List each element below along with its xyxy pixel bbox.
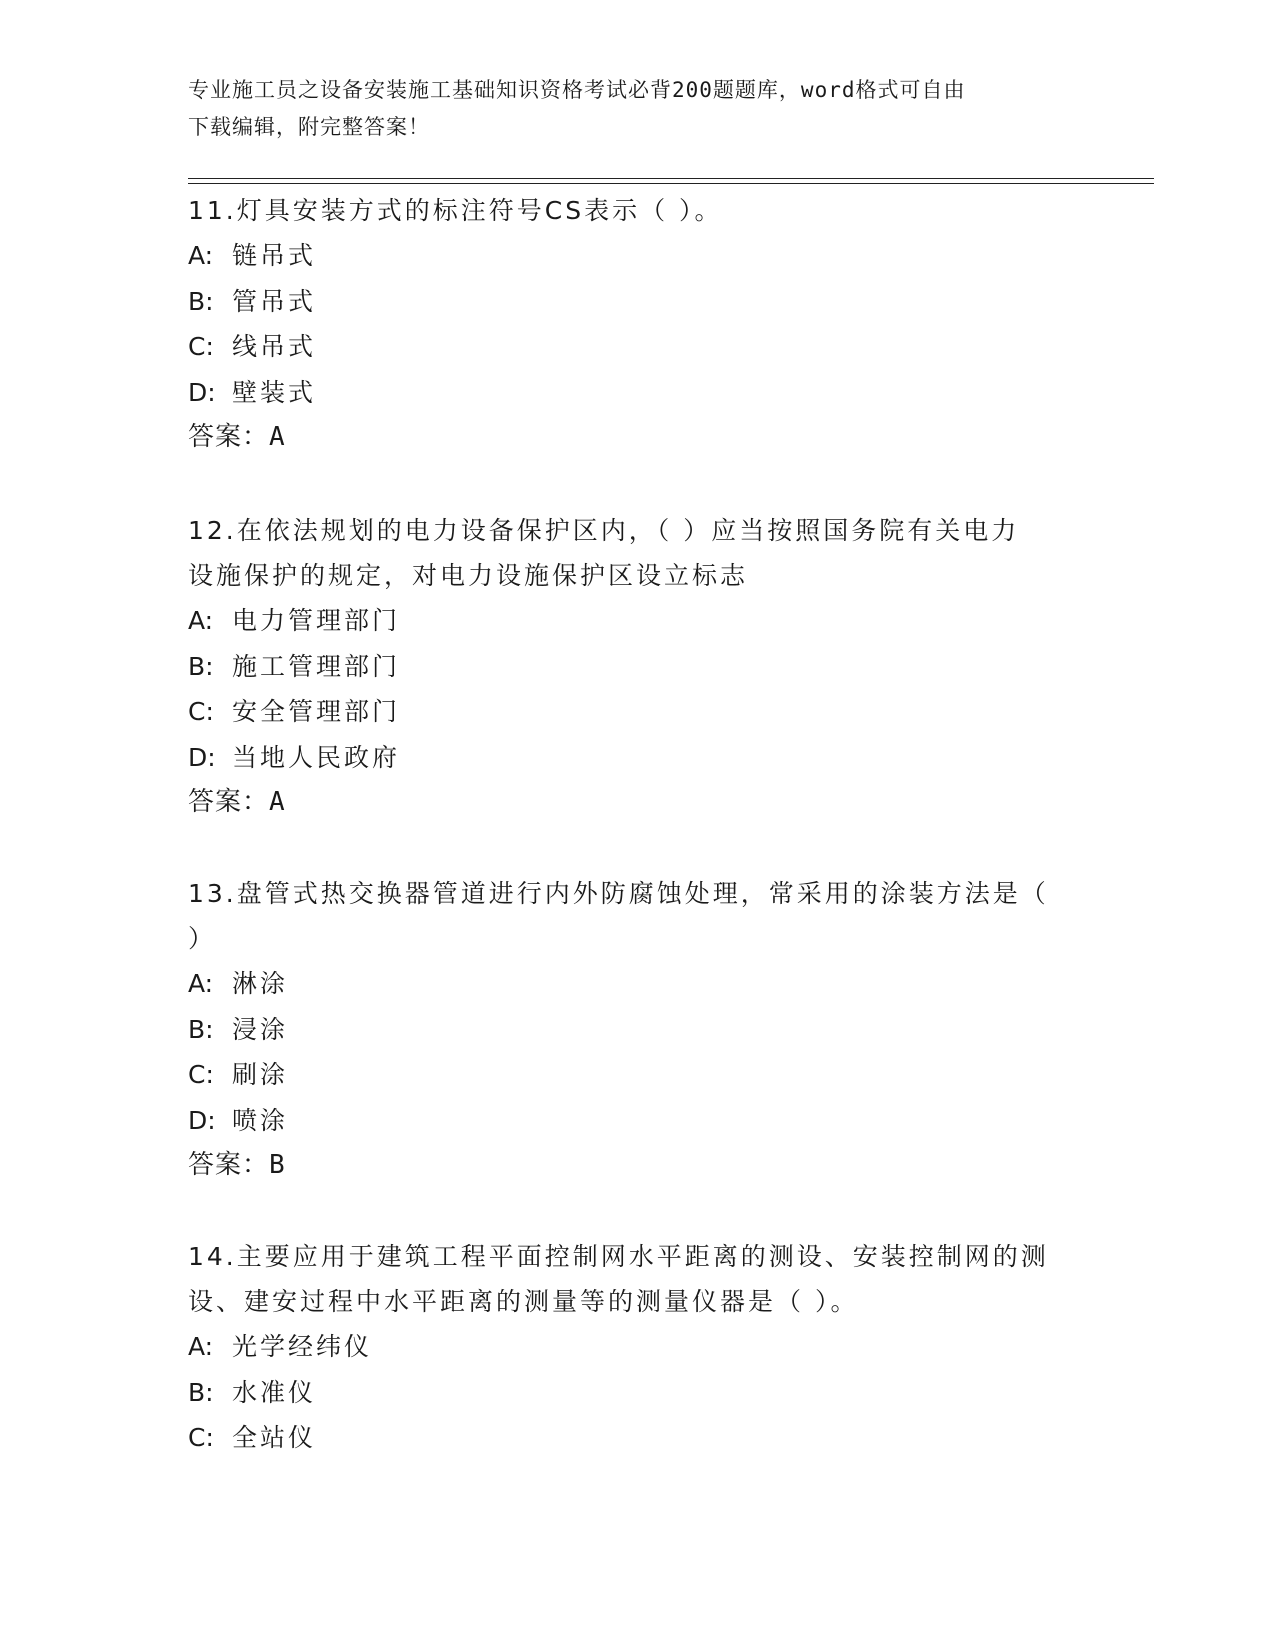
question-stem-line: 12.在依法规划的电力设备保护区内，（ ）应当按照国务院有关电力 — [188, 516, 1020, 545]
header-divider-bottom — [188, 183, 1154, 184]
option-letter: C: — [188, 332, 214, 361]
option-letter: A: — [188, 969, 214, 998]
option-text: 施工管理部门 — [232, 651, 401, 681]
option-letter: B: — [188, 651, 214, 681]
option-a — [188, 1324, 1088, 1370]
question-stem-line: 13.盘管式热交换器管道进行内外防腐蚀处理，常采用的涂装方法是（ — [188, 879, 1049, 908]
option-text: 喷涂 — [232, 1105, 289, 1135]
option-b — [188, 1370, 1088, 1416]
answer-line: 答案：A — [188, 422, 286, 452]
option-letter: D: — [188, 742, 216, 772]
option-b — [188, 644, 1088, 690]
option-letter: B: — [188, 1014, 214, 1044]
option-d — [188, 1098, 1088, 1144]
option-c — [188, 689, 1088, 735]
question-14 — [188, 1234, 1088, 1461]
document-header — [188, 72, 1068, 146]
question-stem-line: ） — [188, 924, 217, 953]
option-text: 浸涂 — [232, 1014, 289, 1044]
option-letter: A: — [188, 241, 214, 270]
option-a — [188, 961, 1088, 1007]
header-divider-top — [188, 178, 1154, 179]
option-letter: C: — [188, 697, 214, 726]
option-text: 光学经纬仪 — [232, 1332, 373, 1361]
option-a — [188, 598, 1088, 644]
option-d — [188, 735, 1088, 781]
option-text: 线吊式 — [232, 332, 317, 361]
answer-line: 答案：B — [188, 1150, 286, 1180]
option-a — [188, 233, 1088, 279]
option-text: 当地人民政府 — [232, 742, 401, 772]
option-text: 管吊式 — [232, 286, 317, 316]
option-letter: A: — [188, 1332, 214, 1361]
question-stem-line: 11.灯具安装方式的标注符号CS表示（ ）。 — [188, 196, 723, 225]
header-line-2: 下载编辑，附完整答案！ — [188, 115, 430, 139]
option-c — [188, 1052, 1088, 1098]
option-letter: B: — [188, 286, 214, 316]
option-text: 壁装式 — [232, 377, 317, 407]
option-c — [188, 1415, 1088, 1461]
option-letter: D: — [188, 1105, 216, 1135]
question-stem-line: 14.主要应用于建筑工程平面控制网水平距离的测设、安装控制网的测 — [188, 1242, 1049, 1271]
question-12 — [188, 508, 1088, 825]
option-text: 安全管理部门 — [232, 697, 401, 726]
question-stem-line: 设、建安过程中水平距离的测量等的测量仪器是（ ）。 — [188, 1287, 859, 1316]
answer-line: 答案：A — [188, 787, 286, 817]
option-text: 刷涂 — [232, 1060, 289, 1089]
option-b — [188, 279, 1088, 325]
option-c — [188, 324, 1088, 370]
option-d — [188, 370, 1088, 416]
option-letter: B: — [188, 1377, 214, 1407]
option-letter: C: — [188, 1060, 214, 1089]
option-text: 全站仪 — [232, 1423, 317, 1452]
option-b — [188, 1007, 1088, 1053]
question-13 — [188, 871, 1088, 1188]
question-11 — [188, 188, 1088, 460]
option-text: 水准仪 — [232, 1377, 317, 1407]
option-text: 电力管理部门 — [232, 606, 401, 635]
option-letter: A: — [188, 606, 214, 635]
header-line-1: 专业施工员之设备安装施工基础知识资格考试必背200题题库，word格式可自由 — [188, 78, 966, 102]
option-text: 链吊式 — [232, 241, 317, 270]
option-letter: C: — [188, 1423, 214, 1452]
option-letter: D: — [188, 377, 216, 407]
question-stem-line: 设施保护的规定，对电力设施保护区设立标志 — [188, 561, 749, 590]
option-text: 淋涂 — [232, 969, 289, 998]
